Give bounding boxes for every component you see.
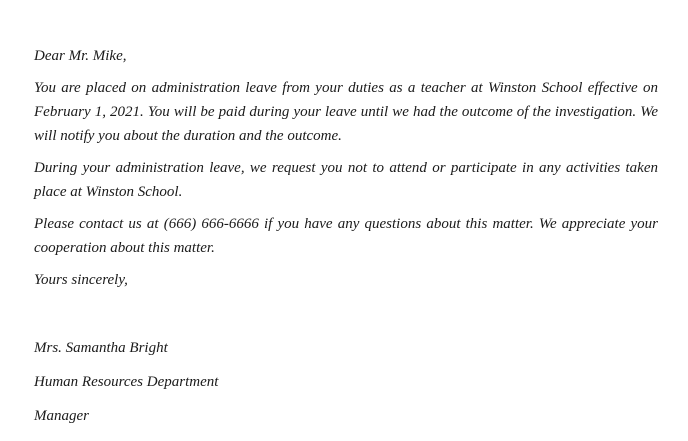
salutation: Dear Mr. Mike, bbox=[34, 48, 127, 64]
signature-department: Human Resources Department bbox=[34, 374, 219, 390]
paragraph-contact: Please contact us at (666) 666-6666 if you have any questions about this matter. We appreciate your cooperation about this matter. bbox=[34, 216, 658, 256]
letter-body bbox=[34, 44, 658, 438]
signature-title: Manager bbox=[34, 408, 89, 424]
signature-name: Mrs. Samantha Bright bbox=[34, 340, 168, 356]
closing: Yours sincerely, bbox=[34, 272, 128, 288]
paragraph-leave-notice: You are placed on administration leave from your duties as a teacher at Winston School effective on February 1, 2021. You will be paid during your leave until we had the outcome of the investigation. We will notify you about the duration and the outcome. bbox=[34, 80, 658, 144]
paragraph-request: During your administration leave, we request you not to attend or participate in any activities taken place at Winston School. bbox=[34, 160, 658, 200]
